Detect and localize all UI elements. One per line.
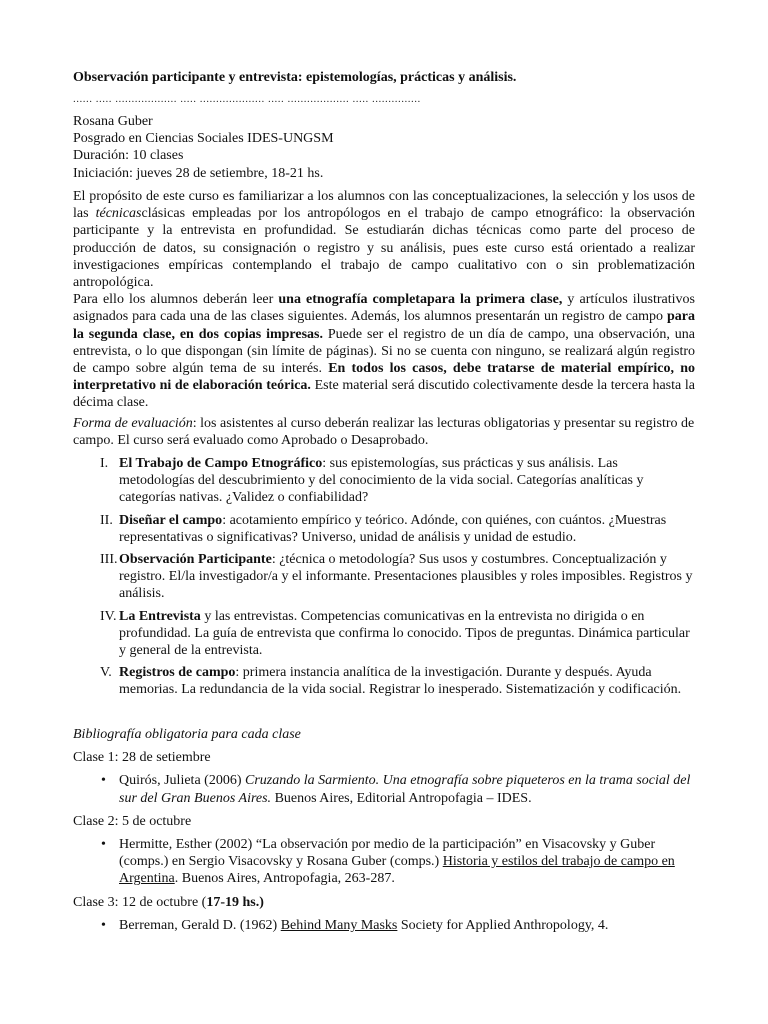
author: Rosana Guber <box>73 114 153 129</box>
course-description <box>73 188 695 412</box>
bullet-icon: • <box>101 837 106 853</box>
book-title-link[interactable]: Behind Many Masks <box>280 917 398 933</box>
unit-item: III. Observación Participante: ¿técnica o metodología? Sus usos y costumbres. Conceptualización y registro. El/la investigador/a y el informante. Presentaciones plausibles y roles imposibles. Registros y análisis. <box>100 552 693 602</box>
course-meta <box>73 113 695 182</box>
class-date: Clase 3: 12 de octubre (17-19 hs.) <box>73 894 264 910</box>
class-date: Clase 2: 5 de octubre <box>73 813 192 829</box>
class-date: Clase 1: 28 de setiembre <box>73 750 211 766</box>
evaluation-paragraph: Forma de evaluación: los asistentes al curso deberán realizar las lecturas obligatorias y presentar su registro de campo. El curso será evaluado como Aprobado o Desaprobado. <box>73 416 695 449</box>
unit-item: V. Registros de campo: primera instancia analítica de la investigación. Durante y después. Ayuda memorias. La redundancia de la vida social. Registrar lo inesperado. Sistematización y codificación. <box>100 665 682 698</box>
purpose-paragraph: El propósito de este curso es familiarizar a los alumnos con las conceptualizaciones, la selección y los usos de las técnicasclásicas empleadas por los antropólogos en el trabajo de campo etnográfico: la observación participante y la entrevista en profundidad. Se estudiarán dichas técnicas como parte del proceso de producción de datos, su consignación o registro y su análisis, pues este curso está orientado a realizar investigaciones empíricas contemplando el trabajo de campo cualitativo con o sin problematización antropológica. <box>73 189 695 291</box>
reference-item: • Hermitte, Esther (2002) “La observación por medio de la participación” en Visacovsky y Guber (comps.) en Sergio Visacovsky y Rosana Guber (comps.) Historia y estilos del trabajo de campo en Argentina. Buenos Aires, Antropofagia, 263-287. <box>101 837 675 887</box>
reference-item: • Quirós, Julieta (2006) Cruzando la Sarmiento. Una etnografía sobre piqueteros en la trama social del sur del Gran Buenos Aires. Buenos Aires, Editorial Antropofagia – IDES. <box>101 773 691 806</box>
unit-item: II. Diseñar el campo: acotamiento empírico y teórico. Adónde, con quiénes, con cuántos. ¿Muestras representativas o significativas? Universo, unidad de análisis y unidad de estudio. <box>100 512 667 545</box>
bullet-icon: • <box>101 773 106 789</box>
document-title: Observación participante y entrevista: epistemologías, prácticas y análisis. <box>73 70 517 85</box>
start-date: Iniciación: jueves 28 de setiembre, 18-21 hs. <box>73 165 324 181</box>
reference-item: • Berreman, Gerald D. (1962) Behind Many Masks Society for Applied Anthropology, 4. <box>101 917 609 933</box>
bibliography <box>73 726 695 940</box>
bibliography-heading: Bibliografía obligatoria para cada clase <box>73 727 301 742</box>
unit-item: I. El Trabajo de Campo Etnográfico: sus epistemologías, sus prácticas y sus análisis. Las metodologías del descubrimiento y del conocimiento de la vida social. Categorías analíticas y categorías nativas. ¿Validez o confiabilidad? <box>100 456 644 506</box>
requirements-paragraph: Para ello los alumnos deberán leer una etnografía completapara la primera clase, y artículos ilustrativos asignados para cada una de las clases siguientes. Además, los alumnos presentarán un registro de campo para la segunda clase, en dos copias impresas. Puede ser el registro de un día de campo, una observación, una entrevista, o lo que dispongan (sin límite de páginas). Si no se cuenta con ninguno, se realizará algún registro de campo sobre algún tema de su interés. En todos los casos, debe tratarse de material empírico, no interpretativo ni de elaboración teórica. Este material será discutido colectivamente desde la tercera hasta la décima clase. <box>73 292 695 411</box>
dotted-separator: ...... ..... ................... ..... .................... ..... ................... ..... ............... <box>73 93 421 105</box>
program: Posgrado en Ciencias Sociales IDES-UNGSM <box>73 131 334 147</box>
unit-item: IV. La Entrevista y las entrevistas. Competencias comunicativas en la entrevista no dirigida o en profundidad. La guía de entrevista que confirma lo conocido. Tipos de preguntas. Dinámica particular y general de la entrevista. <box>100 608 690 659</box>
book-title-link[interactable]: Historia y estilos del trabajo de campo en Argentina <box>119 854 675 887</box>
bullet-icon: • <box>101 917 106 933</box>
units-list <box>100 455 696 704</box>
duration: Duración: 10 clases <box>73 148 184 164</box>
